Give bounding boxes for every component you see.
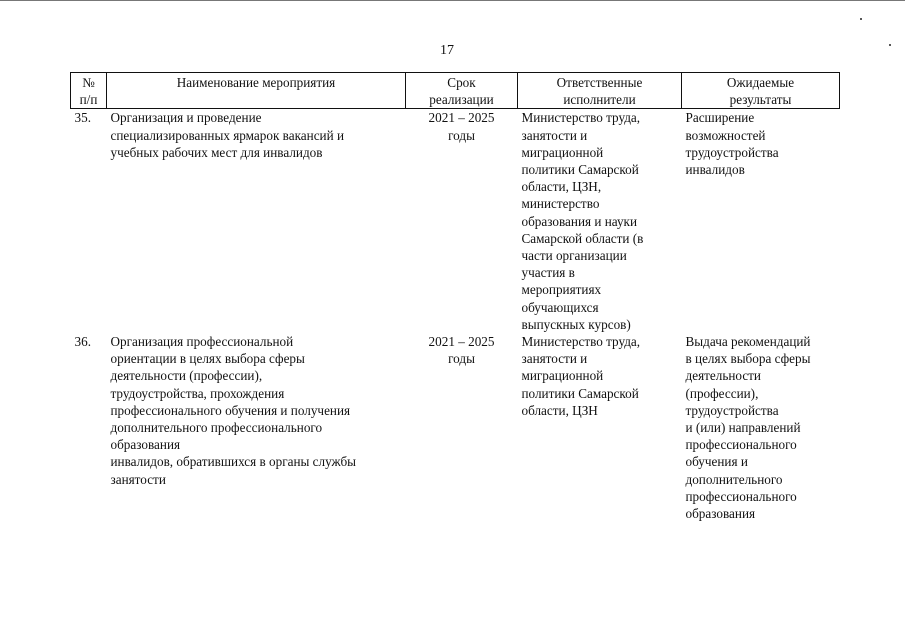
results-cell: Выдача рекомендаций в целях выбора сферы деятельности (профессии), трудоустройства и (или) направлений профессионального обучения и дополнительного профессионального образования [685,334,811,522]
header-results: Ожидаемые результаты [682,73,840,109]
page-number: 17 [440,43,454,58]
activity-name: Организация и проведение специализированных ярмарок вакансий и учебных рабочих мест для инвалидов [110,110,345,160]
header-term: Срок реализации [406,73,518,109]
activities-table [70,72,840,522]
table-header-row [71,73,840,109]
activity-name: Организация профессиональной ориентации в целях выбора сферы деятельности (профессии), трудоустройства, прохождения профессионального обучения и получения дополнительного профессионального образования инвалидов, обратившихся в органы службы занятости [110,334,357,487]
row-number: 36. [74,334,91,350]
header-activity-name: Наименование мероприятия [107,73,406,109]
term-cell: 2021 – 2025 годы [428,334,495,367]
header-executors: Ответственные исполнители [518,73,682,109]
executors-cell: Министерство труда, занятости и миграционной политики Самарской области, ЦЗН [521,334,641,418]
results-cell: Расширение возможностей трудоустройства инвалидов [685,110,779,178]
scan-speck [860,18,862,20]
term-cell: 2021 – 2025 годы [428,110,495,143]
table-row [71,333,840,522]
top-edge-rule [0,0,905,1]
header-number: № п/п [71,73,107,109]
scan-speck [889,44,891,46]
table-row [71,109,840,333]
executors-cell: Министерство труда, занятости и миграционной политики Самарской области, ЦЗН, министерство образования и науки Самарской области (в части организации участия в мероприятиях обучающихся выпускных курсов) [521,110,644,332]
row-number: 35. [74,110,91,126]
